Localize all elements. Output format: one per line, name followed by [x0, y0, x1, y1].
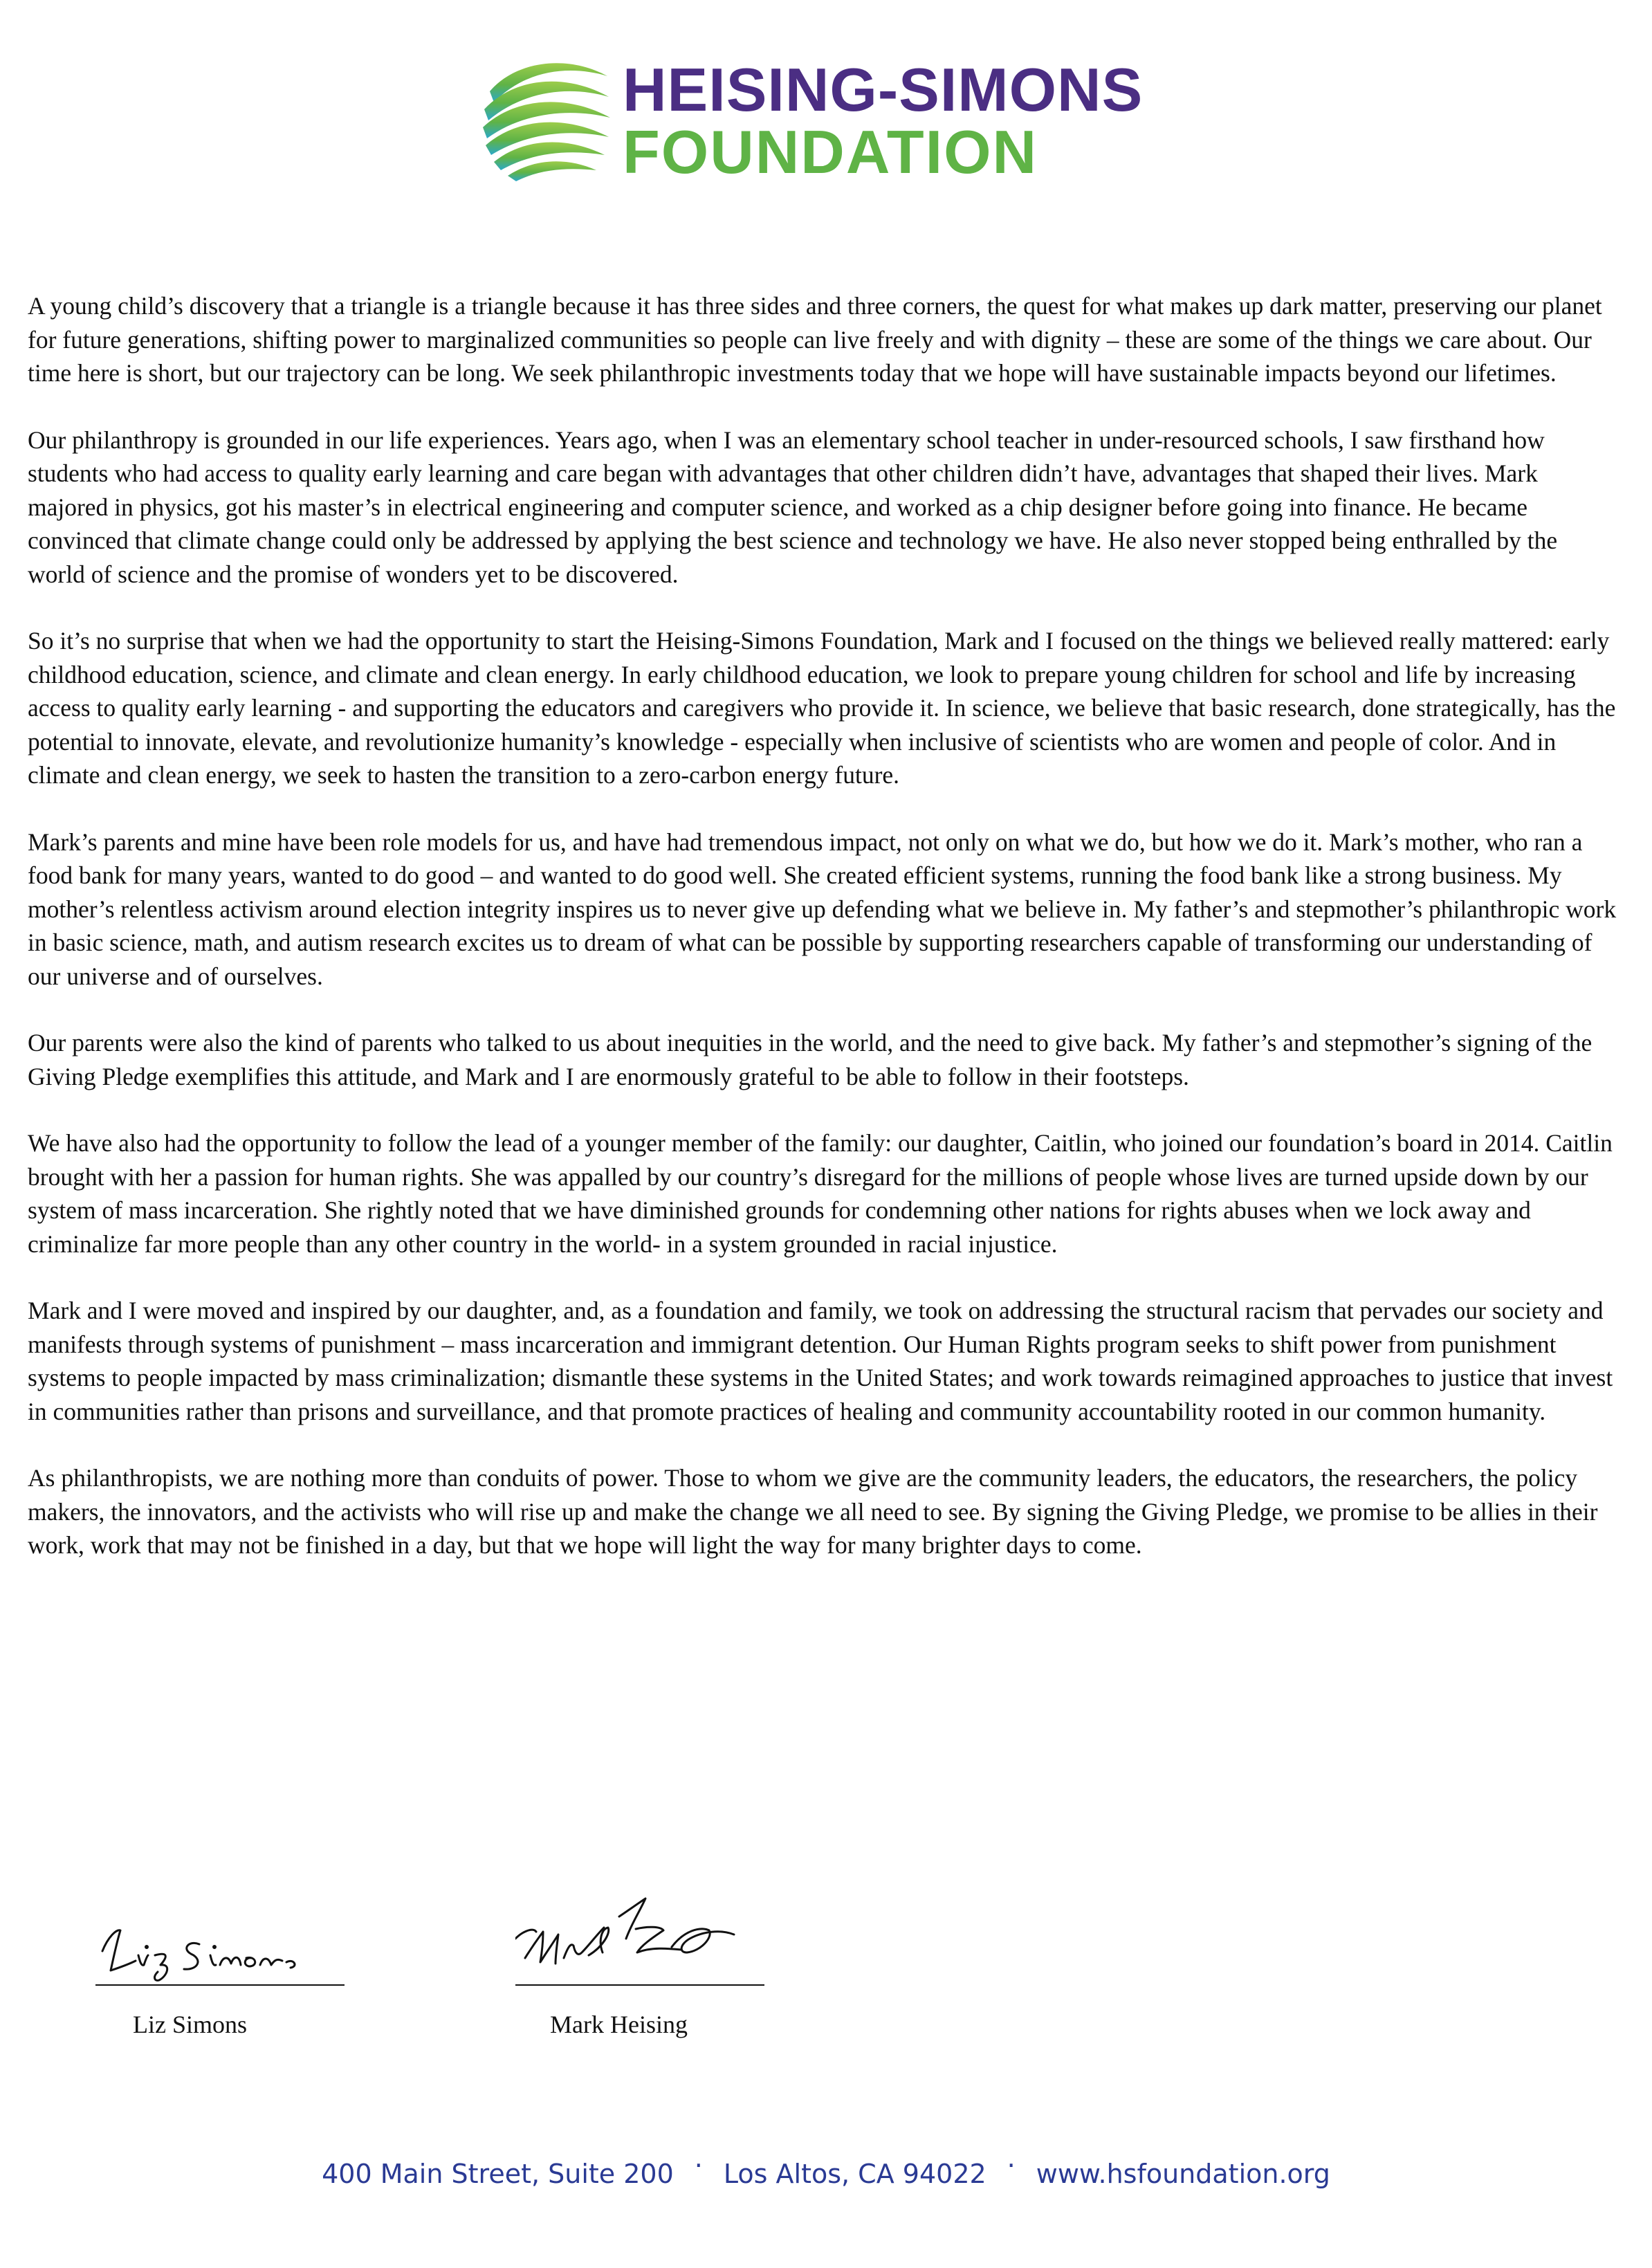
paragraph: We have also had the opportunity to follow the lead of a younger member of the family: our daughter, Caitlin, who joined our foundation’s board in 2014. Caitlin brought with her a passion for human rights. She was appalled by our country’s disregard for the millions of people whose lives are turned upside down by our system of mass incarceration. She rightly noted that we have diminished grounds for condemning other nations for rights abuses when we lock away and criminalize far more people than any other country in the world- in a system grounded in racial injustice. — [28, 1129, 1613, 1258]
logo-wordmark-heising-simons: HEISING-SIMONS — [623, 55, 1144, 124]
signature-block-liz-simons — [95, 1889, 358, 2069]
signature-mark-heising-icon — [515, 1889, 778, 1986]
letter-body — [28, 289, 1619, 1595]
logo-wordmark-foundation: FOUNDATION — [623, 118, 1038, 186]
signer-name-liz-simons: Liz Simons — [133, 2011, 248, 2038]
paragraph: Mark’s parents and mine have been role models for us, and have had tremendous impact, not only on what we do, but how we do it. Mark’s mother, who ran a food bank for many years, wanted to do good – and wanted to do good well. She created efficient systems, running the food bank like a strong business. My mother’s relentless activism around election integrity inspires us to never give up defending what we believe in. My father’s and stepmother’s philanthropic work in basic science, math, and autism research excites us to dream of what can be possible by supporting researchers capable of transforming our understanding of our universe and of ourselves. — [28, 827, 1617, 990]
signature-line — [515, 1984, 764, 1986]
footer-street: 400 Main Street, Suite 200 — [322, 2159, 674, 2189]
footer-website-link[interactable]: www.hsfoundation.org — [1036, 2159, 1330, 2189]
paragraph: Our philanthropy is grounded in our life experiences. Years ago, when I was an elementary school teacher in under-resourced schools, I saw firsthand how students who had access to quality early learning and care began with advantages that other children didn’t have, advantages that shaped their lives. Mark majored in physics, got his master’s in electrical engineering and computer science, and worked as a chip designer before going into finance. He became convinced that climate change could only be addressed by applying the best science and technology we have. He also never stopped being enthralled by the world of science and the promise of wonders yet to be discovered. — [28, 426, 1558, 588]
paragraph: A young child’s discovery that a triangle is a triangle because it has three sides and three corners, the quest for what makes up dark matter, preserving our planet for future generations, shifting power to marginalized communities so people can live freely and with dignity – these are some of the things we care about. Our time here is short, but our trajectory can be long. We seek philanthropic investments today that we hope will have sustainable impacts beyond our lifetimes. — [28, 292, 1602, 387]
signature-line — [95, 1984, 345, 1986]
footer-separator: · — [1007, 2150, 1016, 2181]
footer-address — [0, 2150, 1652, 2189]
signer-name-mark-heising: Mark Heising — [550, 2011, 688, 2038]
paragraph: Our parents were also the kind of parents who talked to us about inequities in the world, and the need to give back. My father’s and stepmother’s signing of the Giving Pledge exemplifies this attitude, and Mark and I are enormously grateful to be able to follow in their footsteps. — [28, 1029, 1593, 1090]
foundation-logo-icon — [477, 48, 616, 187]
paragraph: As philanthropists, we are nothing more than conduits of power. Those to whom we give are the community leaders, the educators, the researchers, the policy makers, the innovators, and the activists who will rise up and make the change we all need to see. By signing the Giving Pledge, we promise to be allies in their work, work that may not be finished in a day, but that we hope will light the way for many brighter days to come. — [28, 1464, 1598, 1559]
paragraph: So it’s no surprise that when we had the opportunity to start the Heising-Simons Foundation, Mark and I focused on the things we believed really mattered: early childhood education, science, and climate and clean energy. In early childhood education, we look to prepare young children for school and life by increasing access to quality early learning - and supporting the educators and caregivers who provide it. In science, we believe that basic research, done strategically, has the potential to innovate, elevate, and revolutionize humanity’s knowledge - especially when inclusive of scientists who are women and people of color. And in climate and clean energy, we seek to hasten the transition to a zero-carbon energy future. — [28, 627, 1616, 789]
footer-separator: · — [694, 2150, 703, 2181]
letterhead — [477, 48, 1169, 187]
footer-city: Los Altos, CA 94022 — [723, 2159, 986, 2189]
paragraph: Mark and I were moved and inspired by our daughter, and, as a foundation and family, we took on addressing the structural racism that pervades our society and manifests through systems of punishment – mass incarceration and immigrant detention. Our Human Rights program seeks to shift power from punishment systems to people impacted by mass criminalization; dismantle these systems in the United States; and work towards reimagined approaches to justice that invest in communities rather than prisons and surveillance, and that promote practices of healing and community accountability rooted in our common humanity. — [28, 1297, 1613, 1425]
signature-block-mark-heising — [515, 1889, 778, 2069]
signature-liz-simons-icon — [95, 1889, 358, 1986]
